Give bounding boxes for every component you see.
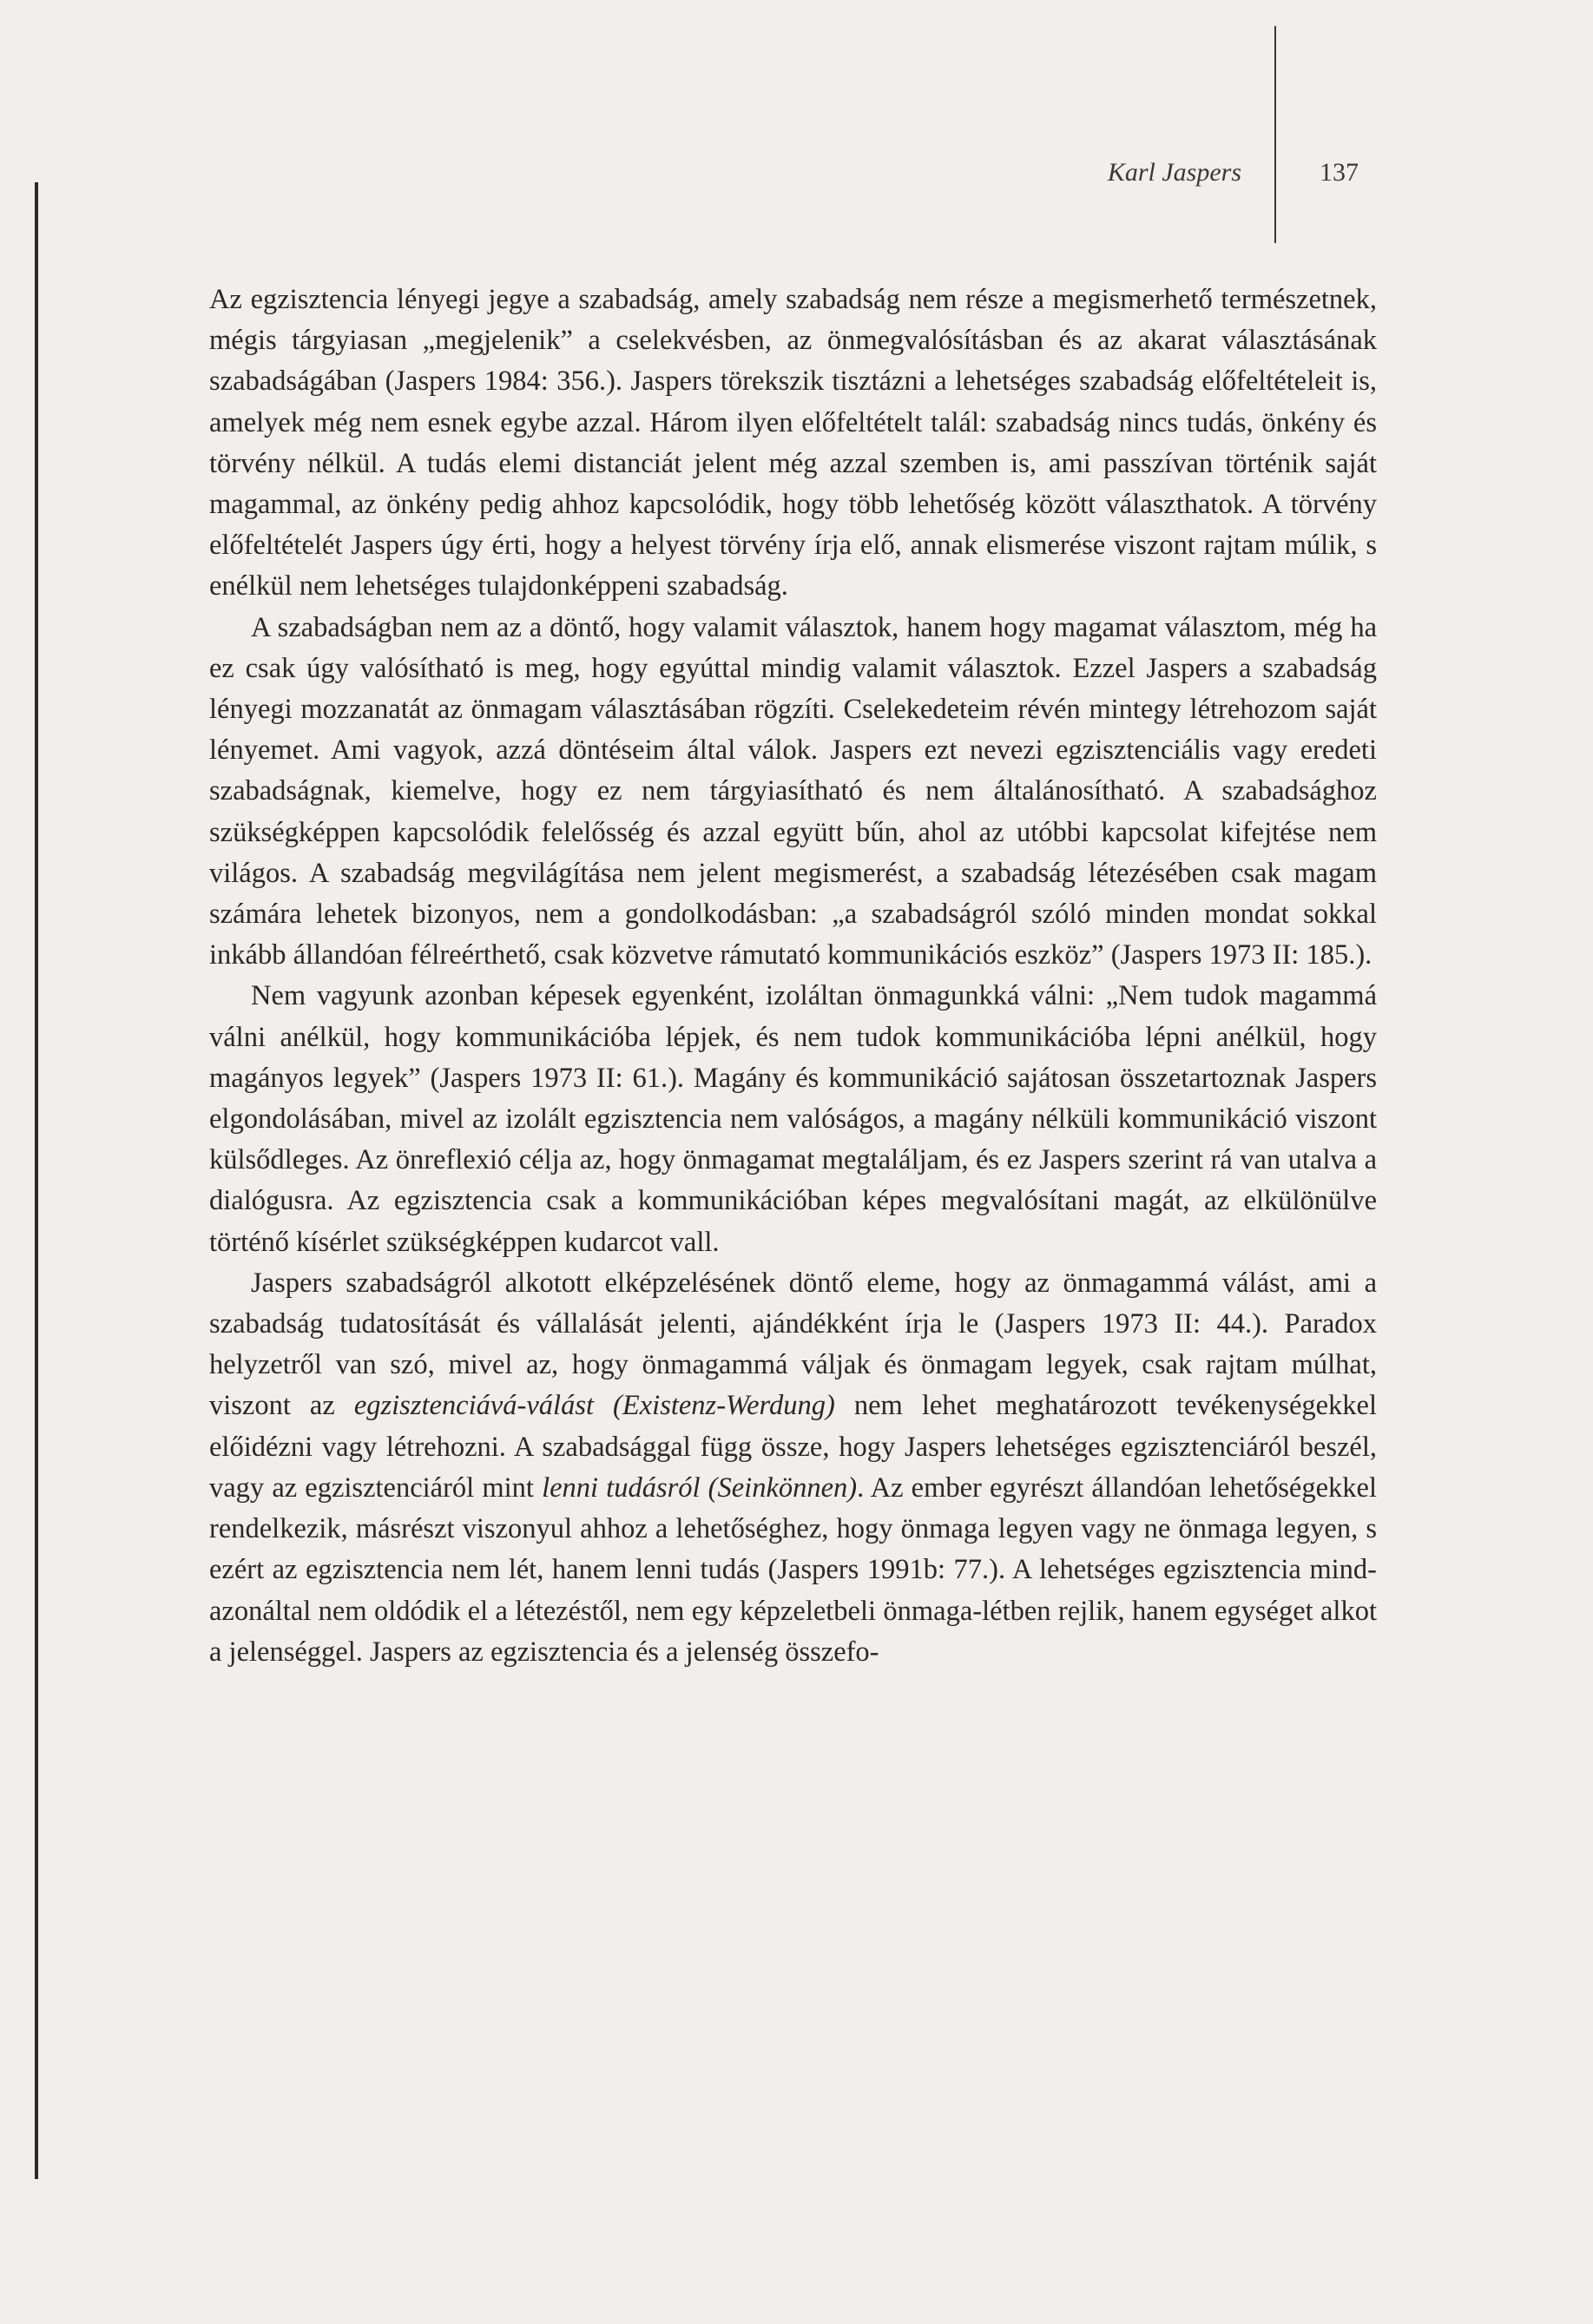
paragraph [209, 1263, 1377, 1673]
italic-term: lenni tudásról (Seinkönnen) [542, 1471, 858, 1504]
header-divider [1274, 26, 1276, 243]
page-gutter-shadow [35, 182, 38, 2179]
paragraph [209, 280, 1377, 608]
paragraph [209, 976, 1377, 1262]
text-run: A szabadságban nem az a döntő, hogy valamit választok, hanem hogy magamat választom, még ha ez csak úgy valósítható is meg, hogy egyúttal mindig valamit választok. Ezzel Jaspers a szabadság lényegi mozzanatát az önmagam választásában rögzíti. Cselekedeteim révén mintegy létrehozom saját lényemet. Ami vagyok, azzá döntéseim által válok. Jaspers ezt nevezi egzisztenciális vagy eredeti szabadságnak, kiemelve, hogy ez nem tárgyiasítható és nem általánosítható. A szabadsághoz szükségképpen kapcsolódik felelősség és azzal együtt bűn, ahol az utóbbi kapcsolat kifejtése nem világos. A szabadság megvilágítása nem jelent megismerést, a szabadság létezésében csak magam számára lehetek bizonyos, nem a gondolkodásban: „a szabadságról szóló minden mondat sokkal inkább állandóan félreérthető, csak közvetve rámutató kommunikációs eszköz” (Jaspers 1973 II: 185.). [209, 611, 1377, 971]
paragraph [209, 608, 1377, 977]
italic-term: egzisztenciává-válást (Existenz-Werdung) [353, 1390, 835, 1422]
text-run: Nem vagyunk azonban képesek egyenként, izoláltan önmagunkká válni: „Nem tudok magammá válni anélkül, hogy kommunikációba lépjek, és nem tudok kommunikációba lépni anélkül, hogy magányos legyek” (Jaspers 1973 II: 61.). Magány és kommunikáció sajátosan összetartoznak Jaspers elgondolásában, mivel az izolált egzisztencia nem valóságos, a magány nélküli kommunikáció viszont külsődleges. Az önreflexió célja az, hogy önmagamat megtaláljam, és ez Jaspers szerint rá van utalva a dialógusra. Az egzisztencia csak a kommunikációban képes megvalósítani magát, az elkülönülve történő kísérlet szükségképpen kudarcot vall. [209, 980, 1377, 1258]
text-run: nem lehet meghatározott tevékenységekkel előidézni vagy létrehozni. A szabadsággal függ össze, hogy Jaspers lehetséges egzisztenciáról beszél, vagy az egzisztenciáról mint [209, 1390, 1377, 1504]
body-text [209, 280, 1377, 1673]
text-run: Jaspers szabadságról alkotott elképzelésének döntő eleme, hogy az önmagammá válást, ami a szabadság tudatosítását és vállalását jelenti, ajándékként írja le (Jaspers 1973 II: 44.). Paradox helyzetről van szó, mivel az, hogy önmagammá váljak és önmagam legyek, csak rajtam múlhat, viszont az [209, 1267, 1377, 1422]
running-head: Karl Jaspers [1107, 158, 1241, 187]
text-run: Az egzisztencia lényegi jegye a szabadság, amely szabadság nem része a megismerhető természetnek, mégis tárgyiasan „megjelenik” a cselekvésben, az önmegvalósításban és az akarat választásának szabadságában (Jaspers 1984: 356.). Jaspers törekszik tisztázni a lehetséges szabadság előfeltételeit is, amelyek még nem esnek egybe azzal. Három ilyen előfeltételt talál: szabadság nincs tudás, önkény és törvény nélkül. A tudás elemi distanciát jelent még azzal szemben is, ami passzívan történik saját magammal, az önkény pedig ahhoz kapcsolódik, hogy több lehetőség között választhatok. A törvény előfeltételét Jaspers úgy érti, hogy a helyest törvény írja elő, annak elismerése viszont rajtam múlik, s enélkül nem lehetséges tulajdonképpeni szabadság. [209, 284, 1377, 602]
text-run: . Az ember egyrészt állandóan lehetőségekkel rendelkezik, másrészt viszonyul ahhoz a lehetőséghez, hogy önmaga legyen vagy ne önmaga legyen, s ezért az egzisztencia nem lét, hanem lenni tudás (Jaspers 1991b: 77.). A lehetséges egzisztencia mindazonáltal nem oldódik el a létezéstől, nem egy képzeletbeli önmaga-létben rejlik, hanem egységet alkot a jelenséggel. Jaspers az egzisztencia és a jelenség összefo- [209, 1471, 1377, 1668]
page-number: 137 [1320, 158, 1359, 187]
